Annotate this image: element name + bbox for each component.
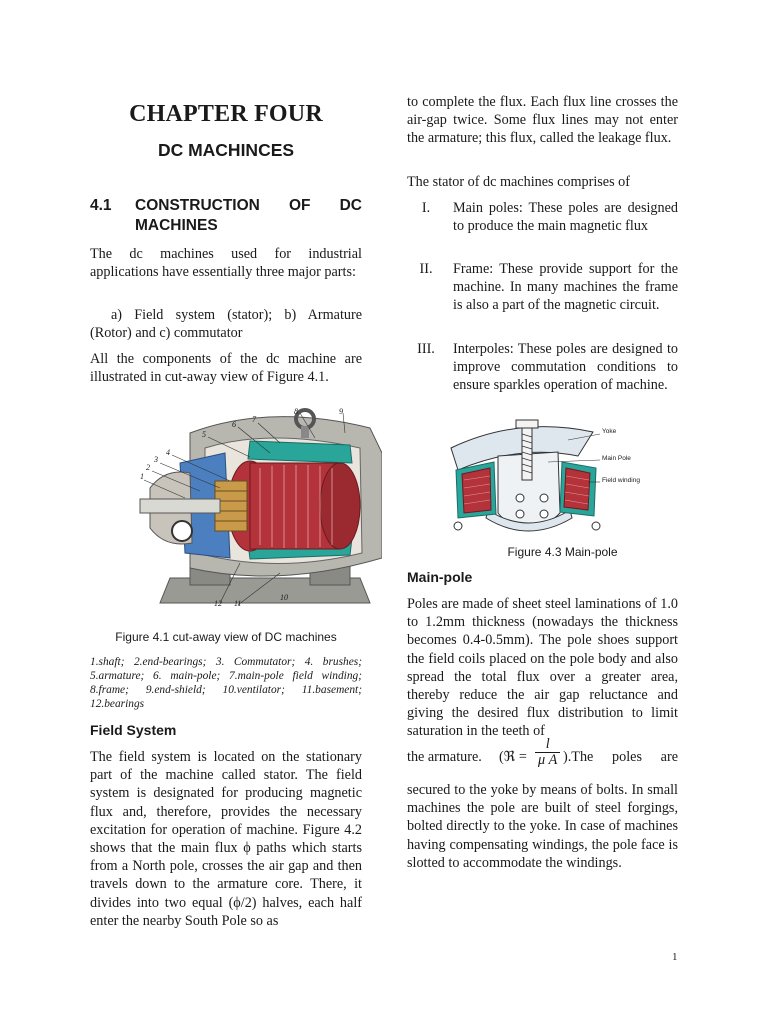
- section-title-line2: MACHINES: [135, 217, 218, 234]
- callout-9: 9: [339, 407, 343, 416]
- formula-lead-text: the armature.: [407, 749, 482, 765]
- formula-close: ).The poles are: [563, 749, 678, 765]
- main-pole-paragraph-1: Poles are made of sheet steel laminations of 1.0 to 1.2mm thickness (nowadays the thickness becomes 0.4-0.5mm). The pole shoes support the field coils placed on the pole body and also spread the total flux over a greater area, thereby reduce the air gap reluctance and giving the desired flux distribution to limit saturation in the teeth of: [407, 596, 678, 740]
- parts-list-line1: a) Field system (stator); b) Armature: [111, 307, 362, 323]
- stator-item-text: Interpoles: These poles are designed to improve commutation conditions to ensure sparkles operation of machine.: [453, 341, 678, 394]
- callout-6: 6: [232, 420, 236, 429]
- stator-item-text: Frame: These provide support for the machine. In many machines the frame is also a part of the magnetic circuit.: [453, 261, 678, 314]
- figure-4-1-legend: 1.shaft; 2.end-bearings; 3. Commutator; 4. brushes; 5.armature; 6. main-pole; 7.main-pole field winding; 8.frame; 9.end-shield; 10.ventilator; 11.basement; 12.bearings: [90, 656, 362, 710]
- stator-item-numeral: II.: [419, 261, 433, 277]
- formula-denominator: μ A: [538, 752, 558, 768]
- section-title-line1: CONSTRUCTION OF DC: [135, 197, 362, 214]
- intro-paragraph: The dc machines used for industrial applications have essentially three major parts:: [90, 246, 362, 281]
- label-main-pole: Main Pole: [602, 455, 631, 462]
- formula-numerator: l: [535, 737, 560, 753]
- left-column-lower: [90, 0, 362, 1024]
- figure-4-1-caption: Figure 4.1 cut-away view of DC machines: [115, 630, 337, 644]
- label-field-winding: Field winding: [602, 477, 640, 484]
- formula-fraction: [535, 737, 560, 768]
- callout-1: 1: [140, 472, 144, 481]
- reluctance-formula-line: [407, 737, 678, 777]
- callout-12: 12: [214, 599, 222, 608]
- right-column-lower: [407, 0, 678, 1024]
- section-number: 4.1: [90, 197, 112, 214]
- callout-5: 5: [202, 430, 206, 439]
- stator-item-numeral: III.: [417, 341, 435, 357]
- field-system-paragraph: The field system is located on the stationary part of the machine called stator. The field system is designated for producing magnetic flux and, therefore, provides the necessary excitation for operation of machine. Figure 4.2 shows that the main flux ϕ paths which starts from a North pole, crosses the air gap and then travels down to the armature core. There, it divides into two equal (ϕ/2) halves, each half enter the nearby South Pole so as: [90, 749, 362, 929]
- figure-4-3-caption: Figure 4.3 Main-pole: [507, 545, 618, 559]
- callout-8: 8: [294, 407, 298, 416]
- main-pole-paragraph-2: secured to the yoke by means of bolts. In small machines the pole are built of steel forgings, bolted directly to the yoke. In case of machines having compensating windings, the pole face is slotted to accommodate the windings.: [407, 782, 678, 871]
- callout-11: 11: [234, 599, 242, 608]
- stator-item-text: Main poles: These poles are designed to produce the main magnetic flux: [453, 200, 678, 235]
- parts-list-line2: (Rotor) and c) commutator: [90, 325, 243, 341]
- stator-item-numeral: I.: [421, 200, 431, 216]
- stator-intro: The stator of dc machines comprises of: [407, 174, 630, 190]
- callout-7: 7: [252, 415, 256, 424]
- callout-10: 10: [280, 593, 288, 602]
- callout-4: 4: [166, 448, 170, 457]
- chapter-subtitle: DC MACHINCES: [157, 140, 295, 160]
- components-paragraph: All the components of the dc machine are illustrated in cut-away view of Figure 4.1.: [90, 351, 362, 386]
- chapter-title: CHAPTER FOUR: [129, 101, 323, 127]
- main-pole-heading: Main-pole: [407, 569, 473, 585]
- callout-3: 3: [154, 455, 158, 464]
- label-yoke: Yoke: [602, 428, 617, 435]
- callout-2: 2: [146, 463, 150, 472]
- formula-open: (ℜ =: [499, 749, 527, 765]
- flux-continuation-paragraph: to complete the flux. Each flux line crosses the air-gap twice. Some flux lines may not enter the armature; this flux, called the leakage flux.: [407, 94, 678, 147]
- page-number: 1: [672, 951, 678, 963]
- field-system-heading: Field System: [90, 722, 177, 738]
